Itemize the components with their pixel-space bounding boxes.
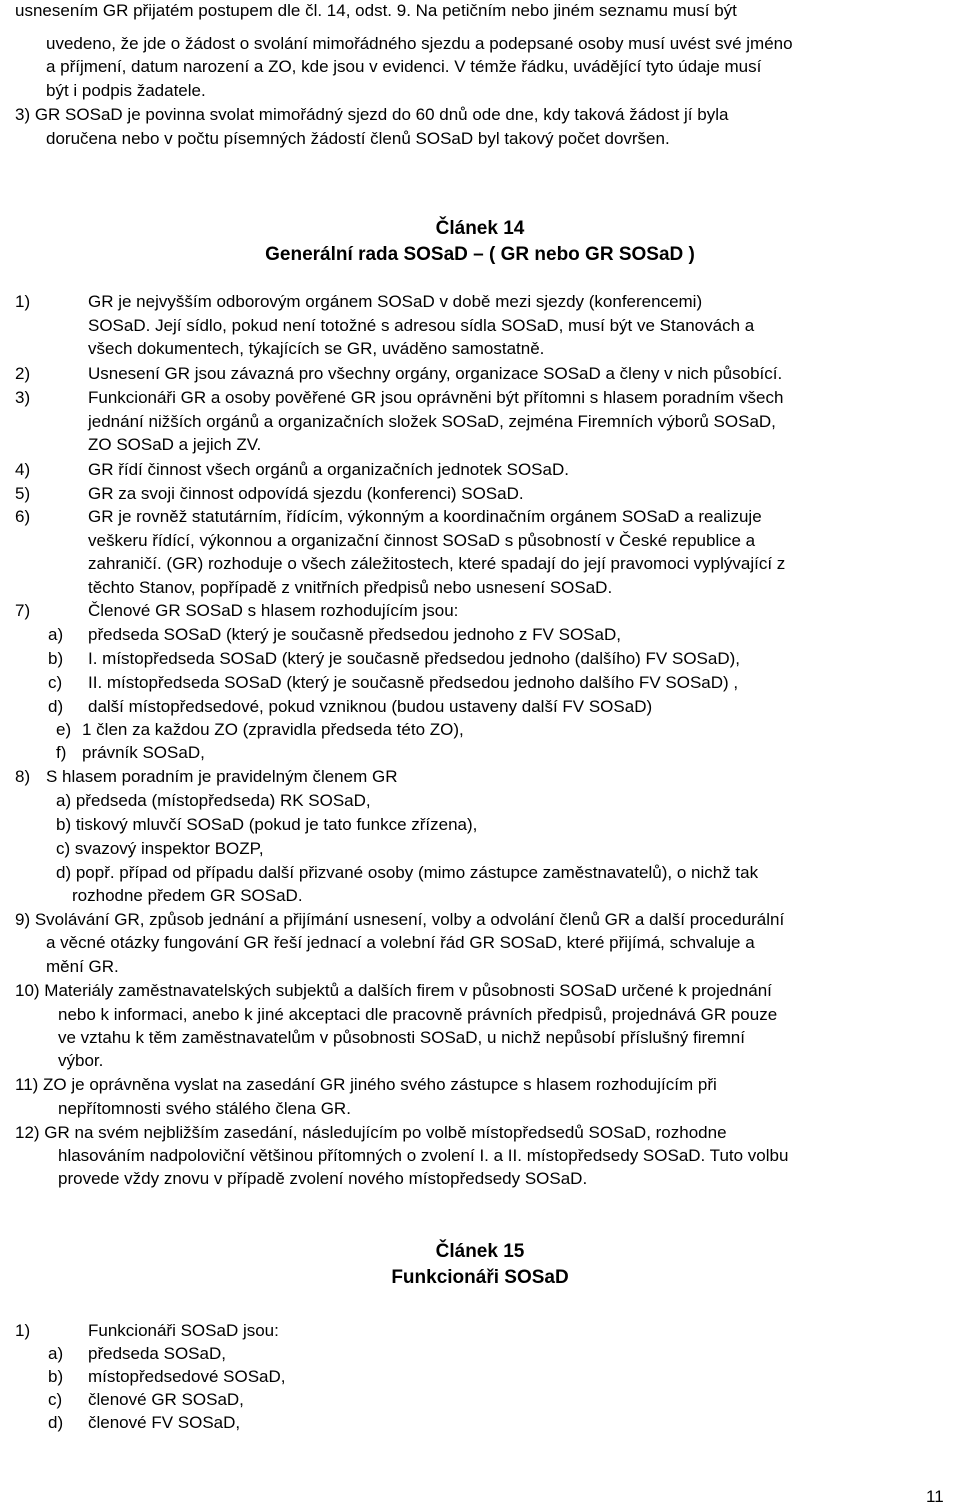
article-15-sub-c-marker: c) — [48, 1390, 63, 1409]
item-7-line-1: Členové GR SOSaD s hlasem rozhodujícím jsou: — [88, 601, 459, 620]
item-6-number: 6) — [15, 507, 31, 526]
item-6-line-4: těchto Stanov, popřípadě z vnitřních předpisů nebo usnesení SOSaD. — [88, 577, 613, 597]
item-7-sub-e-text: 1 člen za každou ZO (zpravidla předseda této ZO), — [82, 720, 464, 739]
item-4-line-1: GR řídí činnost všech orgánů a organizačních jednotek SOSaD. — [88, 460, 569, 479]
item-1-line-3: všech dokumentech, týkajících se GR, uváděno samostatně. — [88, 339, 545, 358]
intro-p3-line-2: doručena nebo v počtu písemných žádostí členů SOSaD byl takový počet dovršen. — [46, 129, 670, 148]
item-10-line-2: nebo k informaci, anebo k jiné akceptaci dle pracovně právních předpisů, projednává GR pouze — [58, 1005, 778, 1024]
article-15-sub-b-marker: b) — [48, 1367, 64, 1386]
item-7-sub-c-text: II. místopředseda SOSaD (který je současně předsedou jednoho dalšího FV SOSaD) , — [88, 673, 739, 692]
article-14-heading: Článek 14 — [435, 218, 525, 239]
item-3-line-3: ZO SOSaD a jejich ZV. — [88, 435, 262, 454]
item-9-line-3: mění GR. — [46, 957, 119, 976]
item-9-line-1: 9) Svolávání GR, způsob jednání a přijímání usnesení, volby a odvolání členů GR a další procedurální — [15, 910, 785, 929]
item-11-line-1: 11) ZO je oprávněna vyslat na zasedání GR jiného svého zástupce s hlasem rozhodujícím při — [15, 1075, 717, 1094]
item-3-line-2: jednání nižších orgánů a organizačních složek SOSaD, zejména Firemních výborů SOSaD, — [88, 411, 776, 431]
item-8-sub-line-2: b) tiskový mluvčí SOSaD (pokud je tato funkce zřízena), — [56, 815, 478, 834]
item-10-line-4: výbor. — [58, 1051, 104, 1070]
item-7-sub-f-text: právník SOSaD, — [82, 743, 205, 762]
item-7-sub-c-marker: c) — [48, 673, 63, 692]
article-15-sub-b-text: místopředsedové SOSaD, — [88, 1367, 286, 1386]
item-12-line-2: hlasováním nadpoloviční většinou přítomných o zvolení I. a II. místopředsedy SOSaD. Tuto volbu — [58, 1146, 789, 1165]
intro-line-2: uvedeno, že jde o žádost o svolání mimořádného sjezdu a podepsané osoby musí uvést své jméno — [46, 34, 793, 53]
article-15-sub-c-text: členové GR SOSaD, — [88, 1390, 244, 1409]
item-12-line-1: 12) GR na svém nejbližším zasedání, následujícím po volbě místopředsedů SOSaD, rozhodne — [15, 1123, 727, 1142]
item-8-sub-line-4: d) popř. případ od případu další přizvané osoby (mimo zástupce zaměstnavatelů), o nichž tak — [56, 863, 759, 882]
intro-line-3: a příjmení, datum narození a ZO, kde jsou v evidenci. V témže řádku, uvádějící tyto údaje musí — [46, 57, 762, 76]
article-15-sub-a-marker: a) — [48, 1344, 64, 1363]
item-10-line-3: ve vztahu k těm zaměstnavatelům v působnosti SOSaD, u nichž nepůsobí příslušný firemní — [58, 1028, 745, 1047]
intro-line-4: být i podpis žadatele. — [46, 81, 206, 100]
item-9-line-2: a věcné otázky fungování GR řeší jednací a volební řád GR SOSaD, které přijímá, schvaluje a — [46, 933, 755, 952]
item-7-sub-a-text: předseda SOSaD (který je současně předsedou jednoho z FV SOSaD, — [88, 625, 621, 644]
item-6-line-2: veškeru řídící, výkonnou a organizační činnost SOSaD s působností v České republice a — [88, 530, 756, 550]
article-15-item-1-number: 1) — [15, 1321, 31, 1340]
item-8-sub-line-5: rozhodne předem GR SOSaD. — [72, 886, 303, 905]
item-1-number: 1) — [15, 292, 31, 311]
article-15-heading: Článek 15 — [435, 1241, 525, 1262]
item-1-line-1: GR je nejvyšším odborovým orgánem SOSaD v době mezi sjezdy (konferencemi) — [88, 292, 703, 311]
item-7-sub-b-marker: b) — [48, 649, 64, 668]
item-7-sub-e-marker: e) — [56, 720, 72, 739]
item-7-sub-d-marker: d) — [48, 697, 64, 716]
article-15-item-1-text: Funkcionáři SOSaD jsou: — [88, 1321, 279, 1340]
item-5-line-1: GR za svoji činnost odpovídá sjezdu (konferenci) SOSaD. — [88, 484, 524, 503]
item-2-line-1: Usnesení GR jsou závazná pro všechny orgány, organizace SOSaD a členy v nich působící. — [88, 364, 783, 383]
item-12-line-3: provede vždy znovu v případě zvolení nového místopředsedy SOSaD. — [58, 1169, 588, 1188]
item-7-sub-d-text: další místopředsedové, pokud vzniknou (budou ustaveny další FV SOSaD) — [88, 697, 653, 716]
article-14-subheading: Generální rada SOSaD – ( GR nebo GR SOSaD ) — [265, 244, 695, 265]
item-7-sub-f-marker: f) — [56, 743, 67, 762]
item-4-number: 4) — [15, 460, 31, 479]
item-6-line-3: zahraničí. (GR) rozhoduje o všech záležitostech, které spadají do její pravomoci vyplývající z — [88, 554, 786, 573]
article-15-subheading: Funkcionáři SOSaD — [391, 1267, 569, 1288]
item-7-sub-a-marker: a) — [48, 625, 64, 644]
item-11-line-2: nepřítomnosti svého stálého člena GR. — [58, 1099, 351, 1118]
item-6-line-1: GR je rovněž statutárním, řídícím, výkonným a koordinačním orgánem SOSaD a realizuje — [88, 507, 762, 526]
intro-p3-line-1: 3) GR SOSaD je povinna svolat mimořádný sjezd do 60 dnů ode dne, kdy taková žádost jí byla — [15, 105, 729, 124]
item-8-sub-line-1: a) předseda (místopředseda) RK SOSaD, — [56, 791, 371, 810]
intro-line-1: usnesením GR přijatém postupem dle čl. 14, odst. 9. Na petičním nebo jiném seznamu musí být — [15, 1, 737, 20]
page-number: 11 — [926, 1487, 944, 1506]
item-8-text: S hlasem poradním je pravidelným členem GR — [46, 767, 398, 786]
item-7-number: 7) — [15, 601, 31, 620]
article-15-sub-d-marker: d) — [48, 1413, 64, 1432]
article-15-sub-a-text: předseda SOSaD, — [88, 1344, 226, 1363]
item-2-number: 2) — [15, 364, 31, 383]
item-3-number: 3) — [15, 388, 31, 407]
item-3-line-1: Funkcionáři GR a osoby pověřené GR jsou oprávněni být přítomni s hlasem poradním všech — [88, 388, 784, 407]
item-10-line-1: 10) Materiály zaměstnavatelských subjektů a dalších firem v působnosti SOSaD určené k projednání — [15, 981, 772, 1000]
item-1-line-2: SOSaD. Její sídlo, pokud není totožné s adresou sídla SOSaD, musí být ve Stanovách a — [88, 315, 755, 335]
item-8-sub-line-3: c) svazový inspektor BOZP, — [56, 839, 264, 858]
article-15-sub-d-text: členové FV SOSaD, — [88, 1413, 241, 1432]
item-8-number: 8) — [15, 767, 31, 786]
item-7-sub-b-text: I. místopředseda SOSaD (který je současně předsedou jednoho (dalšího) FV SOSaD), — [88, 649, 740, 668]
item-5-number: 5) — [15, 484, 31, 503]
